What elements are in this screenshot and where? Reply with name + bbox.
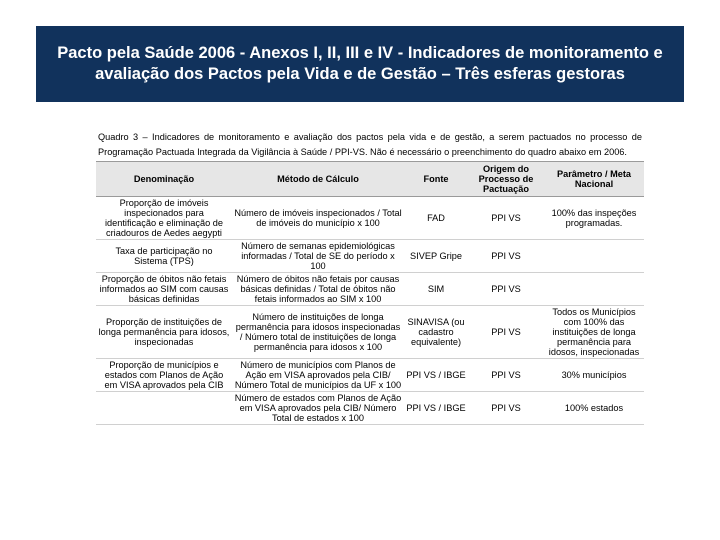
cell-denominacao [96,392,232,425]
cell-metodo: Número de óbitos não fetais por causas básicas definidas / Total de óbitos não fetais informados ao SIM x 100 [232,273,404,306]
cell-fonte: PPI VS / IBGE [404,392,468,425]
cell-meta [544,273,644,306]
table-row [96,359,644,392]
cell-fonte: FAD [404,197,468,240]
cell-metodo: Número de instituições de longa permanência para idosos inspecionadas / Número total de instituições de longa permanência para idosos x 100 [232,306,404,359]
cell-meta: 30% municípios [544,359,644,392]
table-header-row [96,162,644,197]
cell-origem: PPI VS [468,359,544,392]
column-header-metodo: Método de Cálculo [232,162,404,197]
cell-metodo: Número de estados com Planos de Ação em VISA aprovados pela CIB/ Número Total de estados x 100 [232,392,404,425]
slide-title: Pacto pela Saúde 2006 - Anexos I, II, III e IV - Indicadores de monitoramento e avaliação dos Pactos pela Vida e de Gestão – Três esferas gestoras [57,44,663,83]
cell-denominacao: Proporção de instituições de longa permanência para idosos, inspecionadas [96,306,232,359]
table-row [96,306,644,359]
cell-origem: PPI VS [468,306,544,359]
indicators-table [96,161,644,425]
column-header-meta: Parâmetro / Meta Nacional [544,162,644,197]
cell-origem: PPI VS [468,197,544,240]
table-row [96,197,644,240]
document-scan [96,130,644,535]
cell-denominacao: Proporção de óbitos não fetais informados ao SIM com causas básicas definidas [96,273,232,306]
table-row [96,273,644,306]
cell-denominacao: Proporção de imóveis inspecionados para identificação e eliminação de criadouros de Aedes aegypti [96,197,232,240]
column-header-denominacao: Denominação [96,162,232,197]
cell-fonte: PPI VS / IBGE [404,359,468,392]
cell-origem: PPI VS [468,240,544,273]
cell-fonte: SINAVISA (ou cadastro equivalente) [404,306,468,359]
table-row [96,392,644,425]
cell-metodo: Número de imóveis inspecionados / Total de imóveis do município x 100 [232,197,404,240]
cell-fonte: SIM [404,273,468,306]
cell-denominacao: Taxa de participação no Sistema (TPS) [96,240,232,273]
table-row [96,240,644,273]
table-caption: Quadro 3 – Indicadores de monitoramento e avaliação dos pactos pela vida e de gestão, a serem pactuados no processo de Programação Pactuada Integrada da Vigilância à Saúde / PPI-VS. Não é necessário o preenchimento do quadro abaixo em 2006. [98,132,642,157]
cell-origem: PPI VS [468,273,544,306]
cell-metodo: Número de municípios com Planos de Ação em VISA aprovados pela CIB/ Número Total de municípios da UF x 100 [232,359,404,392]
cell-metodo: Número de semanas epidemiológicas informadas / Total de SE do período x 100 [232,240,404,273]
column-header-origem: Origem do Processo de Pactuação [468,162,544,197]
cell-meta: 100% estados [544,392,644,425]
cell-meta [544,240,644,273]
cell-fonte: SIVEP Gripe [404,240,468,273]
cell-meta: 100% das inspeções programadas. [544,197,644,240]
title-banner [36,26,684,102]
cell-meta: Todos os Municípios com 100% das instituições de longa permanência para idosos, inspecionadas [544,306,644,359]
cell-origem: PPI VS [468,392,544,425]
column-header-fonte: Fonte [404,162,468,197]
cell-denominacao: Proporção de municípios e estados com Planos de Ação em VISA aprovados pela CIB [96,359,232,392]
